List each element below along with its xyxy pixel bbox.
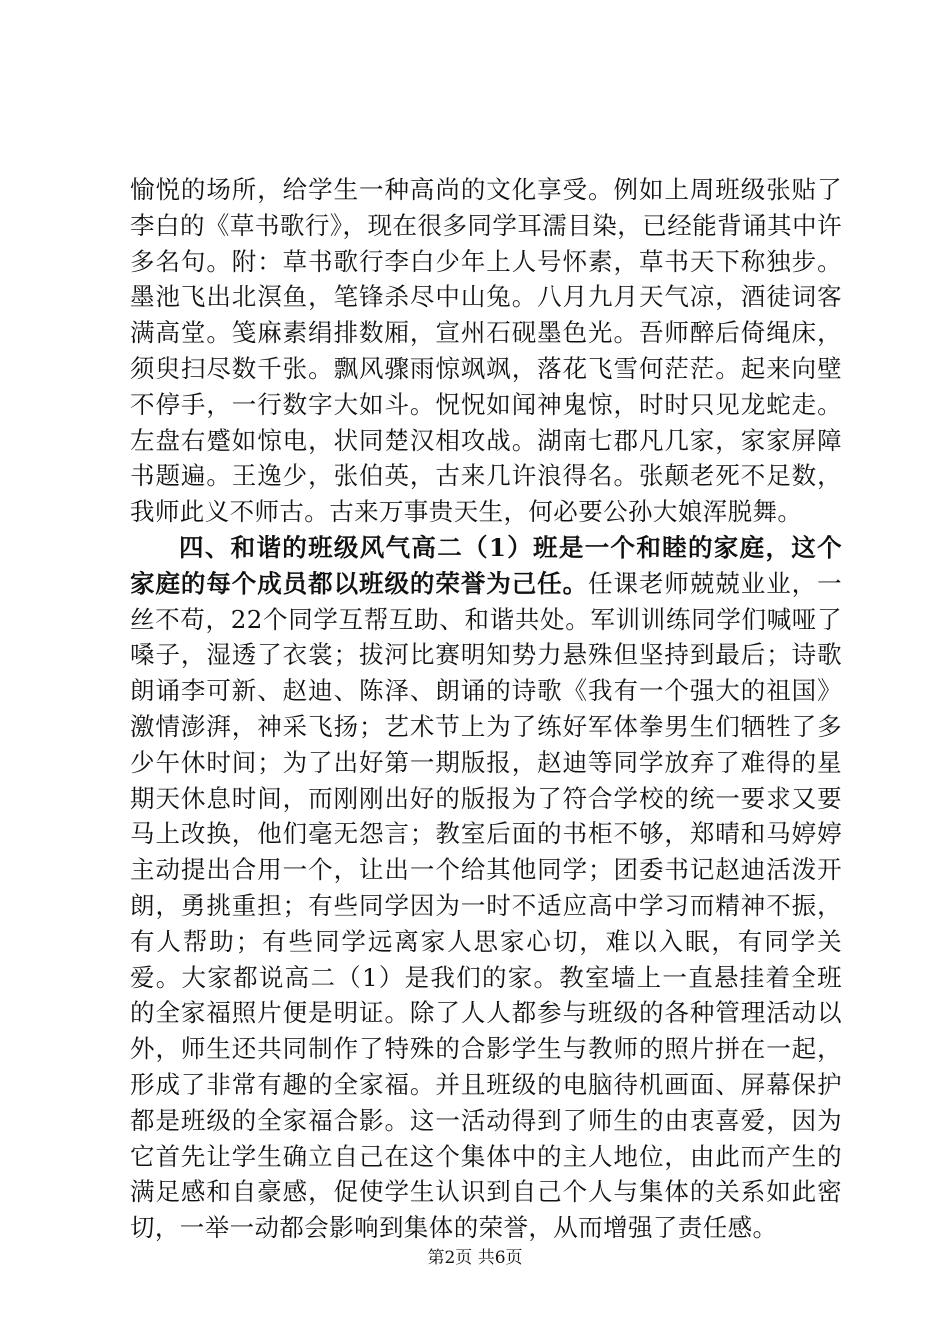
paragraph-1-text: 愉悦的场所，给学生一种高尚的文化享受。例如上周班级张贴了李白的《草书歌行》，现在很多同学耳濡目染，已经能背诵其中许多名句。附：草书歌行李白少年上人号怀素，草书天下称独步。墨池飞出北溟鱼，笔锋杀尽中山兔。八月九月天气凉，酒徒词客满高堂。笺麻素绢排数厢，宣州石砚墨色光。吾师醉后倚绳床，须臾扫尽数千张。飘风骤雨惊飒飒，落花飞雪何茫茫。起来向壁不停手，一行数字大如斗。怳怳如闻神鬼惊，时时只见龙蛇走。左盘右蹙如惊电，状同楚汉相攻战。湖南七郡凡几家，家家屏障书题遍。王逸少，张伯英，古来几许浪得名。张颠老死不足数，我师此义不师古。古来万事贵天生，何必要公孙大娘浑脱舞。 <box>130 175 842 527</box>
paragraph-2-text: 任课老师兢兢业业，一丝不苟，22个同学互帮互助、和谐共处。军训训练同学们喊哑了嗓子，湿透了衣裳；拔河比赛明知势力悬殊但坚持到最后；诗歌朗诵李可新、赵迪、陈泽、朗诵的诗歌《我有一个强大的祖国》激情澎湃，神采飞扬；艺术节上为了练好军体拳男生们牺牲了多少午休时间；为了出好第一期版报，赵迪等同学放弃了难得的星期天休息时间，而刚刚出好的版报为了符合学校的统一要求又要马上改换，他们毫无怨言；教室后面的书柜不够，郑晴和马婷婷主动提出合用一个，让出一个给其他同学；团委书记赵迪活泼开朗，勇挑重担；有些同学因为一时不适应高中学习而精神不振，有人帮助；有些同学远离家人思家心切，难以入眠，有同学关爱。大家都说高二（1）是我们的家。教室墙上一直悬挂着全班的全家福照片便是明证。除了人人都参与班级的各种管理活动以外，师生还共同制作了特殊的合影学生与教师的照片拼在一起，形成了非常有趣的全家福。并且班级的电脑待机画面、屏幕保护都是班级的全家福合影。这一活动得到了师生的由衷喜爱，因为它首先让学生确立自己在这个集体中的主人地位，由此而产生的满足感和自豪感，促使学生认识到自己个人与集体的关系如此密切，一举一动都会影响到集体的荣誉，从而增强了责任感。 <box>130 568 842 1243</box>
document-body <box>130 172 842 1246</box>
paragraph-2-heading: 四、和谐的班级风气高二（1）班是一个和睦的家庭，这个家庭的每个成员都以班级的荣誉为己任。 <box>130 532 842 598</box>
page-number-footer: 第2页 共6页 <box>427 1248 523 1268</box>
paragraph-2 <box>130 530 842 1246</box>
paragraph-1 <box>130 172 842 530</box>
